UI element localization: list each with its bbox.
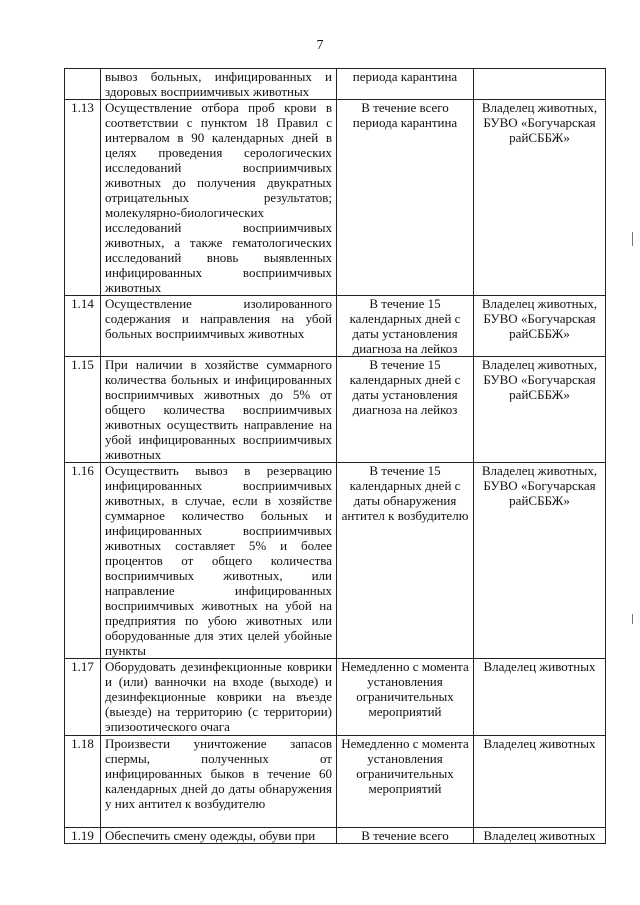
- measures-table: [64, 68, 606, 844]
- measure-text: При наличии в хозяйстве суммарного количества больных и инфицированных восприимчивых животных до 5% от общего количества восприимчивых животных осуществить направление на убой инфицированных восприимчивых животных: [101, 357, 337, 463]
- term-text: В течение всего периода карантина: [337, 100, 474, 296]
- table-row: [65, 69, 606, 100]
- table-row: [65, 736, 606, 828]
- responsible-text: Владелец животных: [474, 828, 606, 844]
- measure-text: Оборудовать дезинфекционные коврики и (или) ванночки на входе (выходе) и дезинфекционные коврики на въезде (выезде) на территорию (с территории) эпизоотического очага: [101, 659, 337, 736]
- row-number: [65, 69, 101, 100]
- responsible-text: Владелец животных, БУВО «Богучарская райСББЖ»: [474, 357, 606, 463]
- term-text: Немедленно с момента установления ограничительных мероприятий: [337, 659, 474, 736]
- measure-text: Осуществить вывоз в резервацию инфицированных восприимчивых животных, в случае, если в хозяйстве суммарное количество больных и инфицированных восприимчивых животных составляет 5% и более процентов от общего количества восприимчивых животных, или направление инфицированных восприимчивых животных на убой на предприятия по убою животных или оборудованные для этих целей убойные пункты: [101, 463, 337, 659]
- table-row: [65, 828, 606, 844]
- row-number: 1.16: [65, 463, 101, 659]
- scan-artifact: [632, 232, 633, 246]
- responsible-text: Владелец животных, БУВО «Богучарская райСББЖ»: [474, 296, 606, 357]
- table-row: [65, 659, 606, 736]
- responsible-text: Владелец животных: [474, 736, 606, 828]
- term-text: В течение 15 календарных дней с даты установления диагноза на лейкоз: [337, 296, 474, 357]
- measure-text: Осуществление изолированного содержания и направления на убой больных восприимчивых животных: [101, 296, 337, 357]
- responsible-text: Владелец животных: [474, 659, 606, 736]
- table-row: [65, 296, 606, 357]
- term-text: В течение всего: [337, 828, 474, 844]
- row-number: 1.18: [65, 736, 101, 828]
- measure-text: Осуществление отбора проб крови в соответствии с пунктом 18 Правил с интервалом в 90 календарных дней в целях проведения серологических исследований восприимчивых животных до получения двукратных отрицательных результатов; молекулярно-биологических исследований восприимчивых животных, а также гематологических исследований вновь выявленных инфицированных восприимчивых животных: [101, 100, 337, 296]
- scan-artifact: [632, 614, 633, 624]
- measure-text: Произвести уничтожение запасов спермы, полученных от инфицированных быков в течение 60 календарных дней до даты обнаружения у них антител к возбудителю: [101, 736, 337, 828]
- row-number: 1.17: [65, 659, 101, 736]
- row-number: 1.14: [65, 296, 101, 357]
- table-row: [65, 100, 606, 296]
- term-text: В течение 15 календарных дней с даты обнаружения антител к возбудителю: [337, 463, 474, 659]
- row-number: 1.13: [65, 100, 101, 296]
- row-number: 1.15: [65, 357, 101, 463]
- term-text: В течение 15 календарных дней с даты установления диагноза на лейкоз: [337, 357, 474, 463]
- measure-text: вывоз больных, инфицированных и здоровых восприимчивых животных: [101, 69, 337, 100]
- table-row: [65, 463, 606, 659]
- row-number: 1.19: [65, 828, 101, 844]
- term-text: периода карантина: [337, 69, 474, 100]
- responsible-text: Владелец животных, БУВО «Богучарская райСББЖ»: [474, 463, 606, 659]
- term-text: Немедленно с момента установления ограничительных мероприятий: [337, 736, 474, 828]
- page-number: 7: [316, 38, 324, 53]
- table-row: [65, 357, 606, 463]
- responsible-text: [474, 69, 606, 100]
- responsible-text: Владелец животных, БУВО «Богучарская райСББЖ»: [474, 100, 606, 296]
- measure-text: Обеспечить смену одежды, обуви при: [101, 828, 337, 844]
